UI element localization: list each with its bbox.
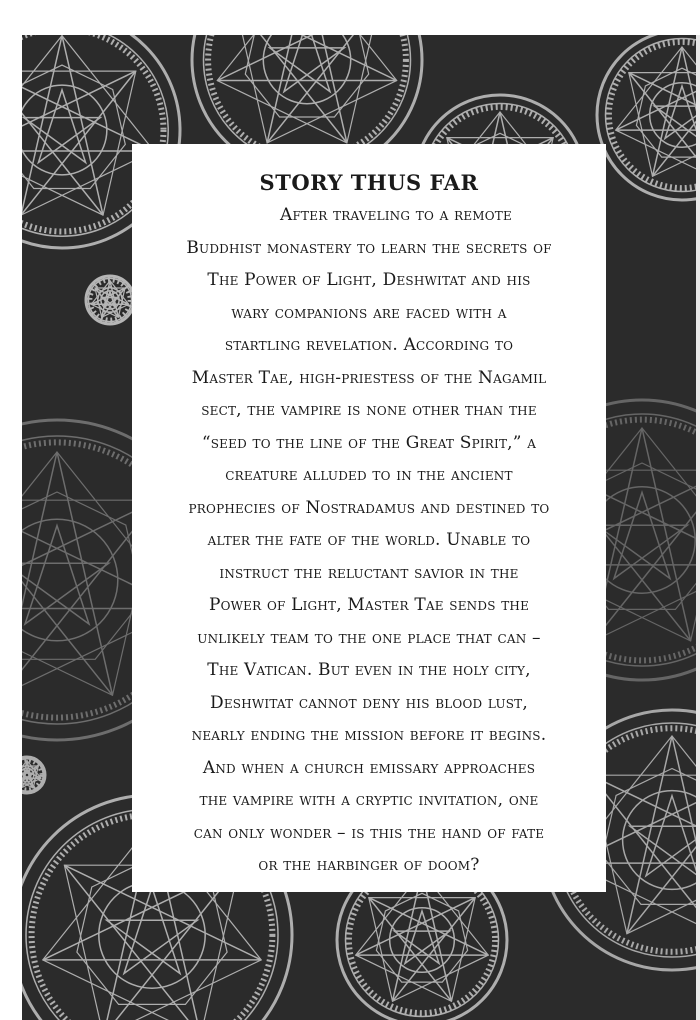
story-line: Buddhist monastery to learn the secrets of (186, 237, 552, 258)
story-line: wary companions are faced with a (231, 302, 507, 323)
story-line: unlikely team to the one place that can – (197, 627, 541, 648)
story-line: prophecies of Nostradamus and destined to (188, 497, 550, 518)
pentagram-seal-icon (22, 757, 45, 793)
story-line: the vampire with a cryptic invitation, one (199, 790, 539, 810)
story-text-box (132, 144, 606, 892)
story-line: nearly ending the mission before it begins. (191, 725, 547, 745)
story-line: sect, the vampire is none other than the (201, 400, 537, 420)
pentagram-seal-icon (86, 276, 134, 324)
story-line: instruct the reluctant savior in the (219, 562, 519, 583)
story-title: STORY THUS FAR (259, 170, 479, 195)
story-line: The Power of Light, Deshwitat and his (207, 270, 531, 290)
story-line: “seed to the line of the Great Spirit,” a (201, 432, 537, 453)
story-line: creature alluded to in the ancient (225, 465, 513, 485)
scan-edge (696, 35, 700, 1020)
story-paragraph (144, 199, 594, 882)
story-line: The Vatican. But even in the holy city, (207, 660, 531, 680)
story-line: or the harbinger of doom? (258, 855, 480, 875)
story-line: alter the fate of the world. Unable to (207, 530, 531, 550)
story-line: Power of Light, Master Tae sends the (208, 595, 530, 615)
story-line: can only wonder – is this the hand of fate (193, 822, 545, 843)
pentagram-seal-icon (597, 35, 700, 200)
story-line: startling revelation. According to (224, 335, 514, 355)
story-line: Deshwitat cannot deny his blood lust, (210, 692, 528, 713)
story-line: After traveling to a remote (280, 205, 512, 225)
story-line: Master Tae, high-priestess of the Nagamil (191, 367, 547, 388)
story-line: And when a church emissary approaches (202, 757, 536, 778)
